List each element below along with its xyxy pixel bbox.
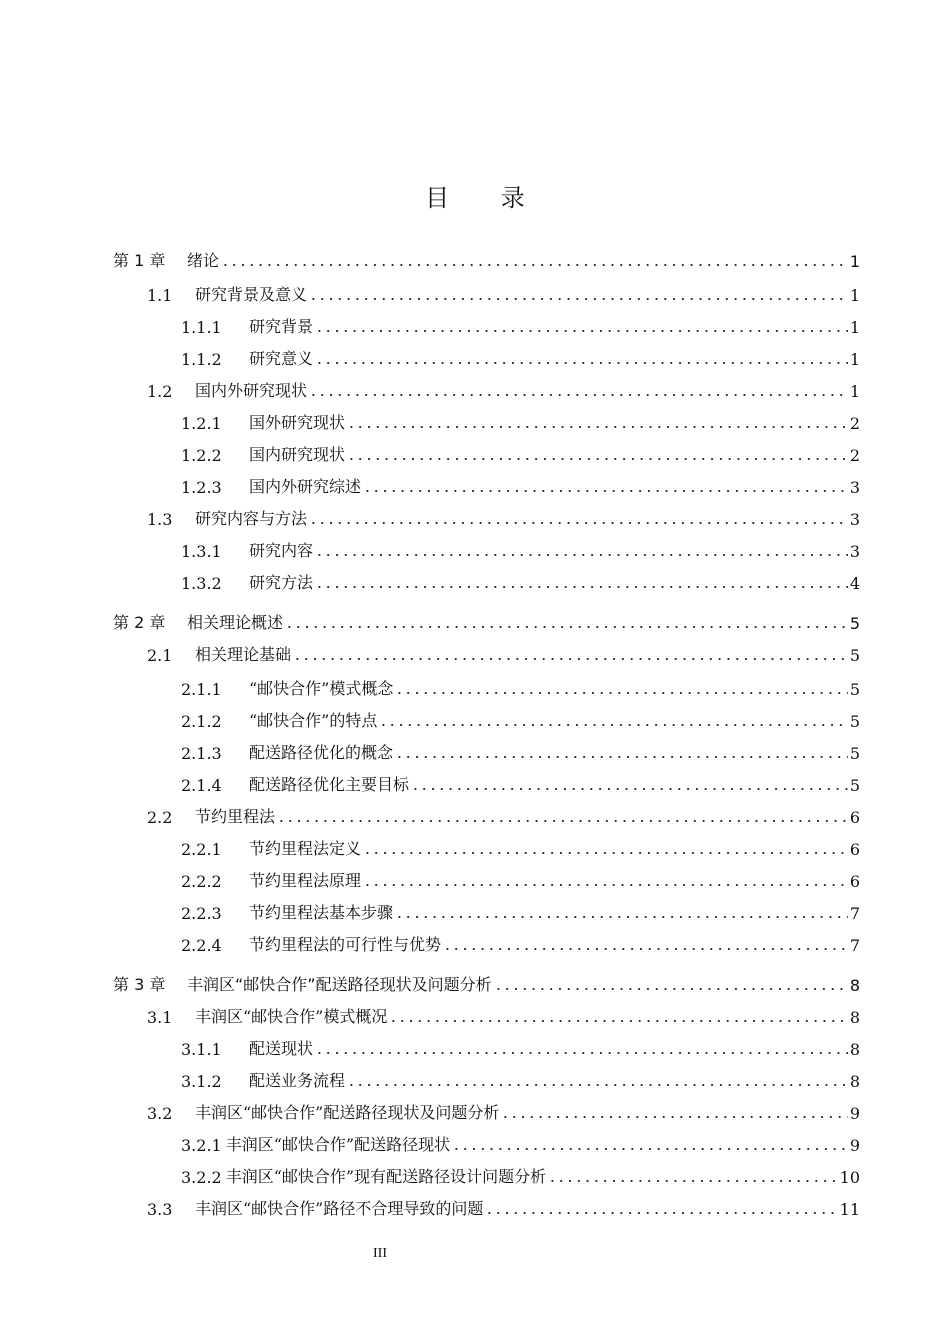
dot-leader — [277, 820, 848, 822]
toc-entry-page: 6 — [849, 808, 860, 827]
toc-entry-page: 1 — [849, 382, 860, 401]
toc-entry-page: 9 — [849, 1104, 860, 1123]
toc-entry-page: 1 — [849, 252, 860, 271]
dot-leader — [363, 852, 848, 854]
dot-leader — [548, 1180, 838, 1182]
toc-entry-page: 8 — [849, 1040, 860, 1059]
dot-leader — [285, 626, 848, 628]
toc-entry-page: 5 — [849, 712, 860, 731]
toc-entry-page: 2 — [849, 446, 860, 465]
dot-leader — [315, 330, 848, 332]
toc-entry-page: 3 — [849, 542, 860, 561]
toc-entry-sub[interactable] — [181, 1127, 860, 1155]
toc-entry-number: 2.2.2 — [181, 872, 222, 891]
toc-entry-page: 1 — [849, 350, 860, 369]
toc-entry-page: 10 — [839, 1168, 860, 1187]
toc-entry-title: 节约里程法原理 — [249, 871, 362, 890]
toc-entry-title: 绪论 — [187, 251, 220, 270]
toc-entry-title: 配送业务流程 — [249, 1071, 346, 1090]
toc-entry-page: 6 — [849, 872, 860, 891]
toc-entry-page: 5 — [849, 646, 860, 665]
toc-entry-chapter[interactable] — [113, 605, 860, 633]
toc-entry-page: 5 — [849, 614, 860, 633]
toc-entry-page: 1 — [849, 318, 860, 337]
toc-entry-page: 8 — [849, 1008, 860, 1027]
dot-leader — [347, 426, 848, 428]
toc-entry-number: 1.2.1 — [181, 414, 222, 433]
toc-entry-number: 3.1 — [147, 1008, 173, 1027]
toc-entry-sub[interactable] — [181, 831, 860, 859]
toc-entry-sub[interactable] — [181, 1031, 860, 1059]
toc-entry-chapter[interactable] — [113, 243, 860, 271]
dot-leader — [309, 298, 848, 300]
toc-entry-page: 8 — [849, 976, 860, 995]
toc-entry-sub[interactable] — [181, 341, 860, 369]
toc-entry-sub[interactable] — [181, 767, 860, 795]
dot-leader — [363, 490, 848, 492]
toc-entry-number: 第 2 章 — [113, 613, 166, 632]
toc-entry-page: 3 — [849, 510, 860, 529]
toc-entry-section[interactable] — [147, 1191, 860, 1219]
toc-entry-page: 11 — [839, 1200, 860, 1219]
toc-entry-number: 1.1.1 — [181, 318, 222, 337]
toc-entry-number: 第 1 章 — [113, 251, 166, 270]
toc-entry-title: 节约里程法的可行性与优势 — [249, 935, 442, 954]
toc-entry-section[interactable] — [147, 1095, 860, 1123]
toc-entry-number: 1.3 — [147, 510, 173, 529]
toc-entry-number: 2.2.4 — [181, 936, 222, 955]
toc-entry-number: 3.1.2 — [181, 1072, 222, 1091]
toc-entry-title: 配送路径优化的概念 — [249, 743, 394, 762]
dot-leader — [443, 948, 848, 950]
toc-entry-title: 丰润区“邮快合作”模式概况 — [195, 1007, 388, 1026]
toc-entry-page: 5 — [849, 744, 860, 763]
dot-leader — [309, 394, 848, 396]
dot-leader — [315, 1052, 848, 1054]
toc-entry-page: 2 — [849, 414, 860, 433]
toc-entry-number: 3.2 — [147, 1104, 173, 1123]
toc-entry-title: 研究背景 — [249, 317, 314, 336]
toc-entry-number: 3.2.2 — [181, 1168, 222, 1187]
toc-entry-title: 国内外研究现状 — [195, 381, 308, 400]
dot-leader — [379, 724, 847, 726]
toc-entry-title: 丰润区“邮快合作”配送路径现状 — [225, 1135, 451, 1154]
dot-leader — [347, 1084, 848, 1086]
toc-entry-section[interactable] — [147, 799, 860, 827]
toc-entry-sub[interactable] — [181, 927, 860, 955]
toc-entry-number: 2.2 — [147, 808, 173, 827]
toc-entry-section[interactable] — [147, 501, 860, 529]
toc-entry-title: 丰润区“邮快合作”配送路径现状及问题分析 — [195, 1103, 500, 1122]
toc-entry-title: 国内研究现状 — [249, 445, 346, 464]
toc-entry-title: 国外研究现状 — [249, 413, 346, 432]
dot-leader — [309, 522, 848, 524]
toc-entry-title: 配送路径优化主要目标 — [249, 775, 410, 794]
toc-entry-page: 5 — [849, 776, 860, 795]
toc-entry-number: 2.1.2 — [181, 712, 222, 731]
toc-entry-number: 2.1 — [147, 646, 173, 665]
toc-entry-sub[interactable] — [181, 309, 860, 337]
toc-entry-sub[interactable] — [181, 1063, 860, 1091]
toc-entry-title: 丰润区“邮快合作”现有配送路径设计问题分析 — [225, 1167, 547, 1186]
toc-entry-number: 2.1.1 — [181, 680, 222, 699]
toc-entry-number: 第 3 章 — [113, 975, 166, 994]
dot-leader — [411, 788, 848, 790]
dot-leader — [315, 586, 848, 588]
toc-entry-title: 丰润区“邮快合作”路径不合理导致的问题 — [195, 1199, 484, 1218]
toc-entry-sub[interactable] — [181, 533, 860, 561]
toc-entry-page: 7 — [849, 936, 860, 955]
toc-entry-page: 8 — [849, 1072, 860, 1091]
toc-entry-chapter[interactable] — [113, 967, 860, 995]
toc-entry-number: 3.3 — [147, 1200, 173, 1219]
toc-entry-section[interactable] — [147, 277, 860, 305]
dot-leader — [395, 916, 848, 918]
toc-entry-number: 1.3.2 — [181, 574, 222, 593]
dot-leader — [293, 658, 848, 660]
toc-entry-number: 1.2.3 — [181, 478, 222, 497]
toc-entry-number: 2.2.1 — [181, 840, 222, 859]
toc-entry-title: 国内外研究综述 — [249, 477, 362, 496]
dot-leader — [389, 1020, 847, 1022]
dot-leader — [395, 756, 848, 758]
dot-leader — [363, 884, 848, 886]
toc-entry-number: 3.2.1 — [181, 1136, 222, 1155]
toc-entry-page: 4 — [849, 574, 860, 593]
toc-entry-number: 3.1.1 — [181, 1040, 222, 1059]
toc-entry-title: 研究内容与方法 — [195, 509, 308, 528]
toc-entry-sub[interactable] — [181, 895, 860, 923]
dot-leader — [347, 458, 848, 460]
dot-leader — [501, 1116, 847, 1118]
toc-entry-number: 1.3.1 — [181, 542, 222, 561]
toc-entry-title: 研究方法 — [249, 573, 314, 592]
toc-entry-title: 相关理论基础 — [195, 645, 292, 664]
toc-entry-section[interactable] — [147, 999, 860, 1027]
toc-entry-title: 研究背景及意义 — [195, 285, 308, 304]
toc-entry-title: “邮快合作”的特点 — [249, 711, 378, 730]
toc-entry-page: 3 — [849, 478, 860, 497]
toc-title: 目 录 — [425, 184, 547, 212]
toc-entry-title: 研究意义 — [249, 349, 314, 368]
toc-entry-sub[interactable] — [181, 863, 860, 891]
toc-entry-title: 丰润区“邮快合作”配送路径现状及问题分析 — [187, 975, 492, 994]
toc-entry-title: 相关理论概述 — [187, 613, 284, 632]
dot-leader — [494, 988, 848, 990]
toc-entry-page: 6 — [849, 840, 860, 859]
toc-entry-sub[interactable] — [181, 469, 860, 497]
toc-entry-number: 1.1 — [147, 286, 173, 305]
toc-entry-page: 7 — [849, 904, 860, 923]
dot-leader — [452, 1148, 848, 1150]
toc-entry-section[interactable] — [147, 373, 860, 401]
toc-entry-title: 节约里程法基本步骤 — [249, 903, 394, 922]
toc-entry-number: 2.2.3 — [181, 904, 222, 923]
toc-entry-title: “邮快合作”模式概念 — [249, 679, 394, 698]
toc-entry-sub[interactable] — [181, 735, 860, 763]
toc-entry-page: 9 — [849, 1136, 860, 1155]
toc-entry-number: 1.2.2 — [181, 446, 222, 465]
page-number-footer: III — [373, 1246, 387, 1261]
toc-entry-sub[interactable] — [181, 565, 860, 593]
toc-entry-title: 研究内容 — [249, 541, 314, 560]
toc-entry-number: 1.2 — [147, 382, 173, 401]
toc-entry-page: 1 — [849, 286, 860, 305]
toc-entry-sub[interactable] — [181, 437, 860, 465]
toc-entry-sub[interactable] — [181, 1159, 860, 1187]
toc-entry-number: 2.1.4 — [181, 776, 222, 795]
dot-leader — [221, 264, 848, 266]
dot-leader — [395, 692, 847, 694]
toc-entry-sub[interactable] — [181, 703, 860, 731]
toc-entry-sub[interactable] — [181, 671, 860, 699]
dot-leader — [315, 362, 848, 364]
dot-leader — [315, 554, 848, 556]
toc-entry-title: 配送现状 — [249, 1039, 314, 1058]
dot-leader — [485, 1212, 837, 1214]
toc-entry-section[interactable] — [147, 637, 860, 665]
toc-entry-number: 1.1.2 — [181, 350, 222, 369]
toc-entry-sub[interactable] — [181, 405, 860, 433]
toc-entry-page: 5 — [849, 680, 860, 699]
toc-entry-title: 节约里程法 — [195, 807, 276, 826]
toc-entry-title: 节约里程法定义 — [249, 839, 362, 858]
toc-entry-number: 2.1.3 — [181, 744, 222, 763]
